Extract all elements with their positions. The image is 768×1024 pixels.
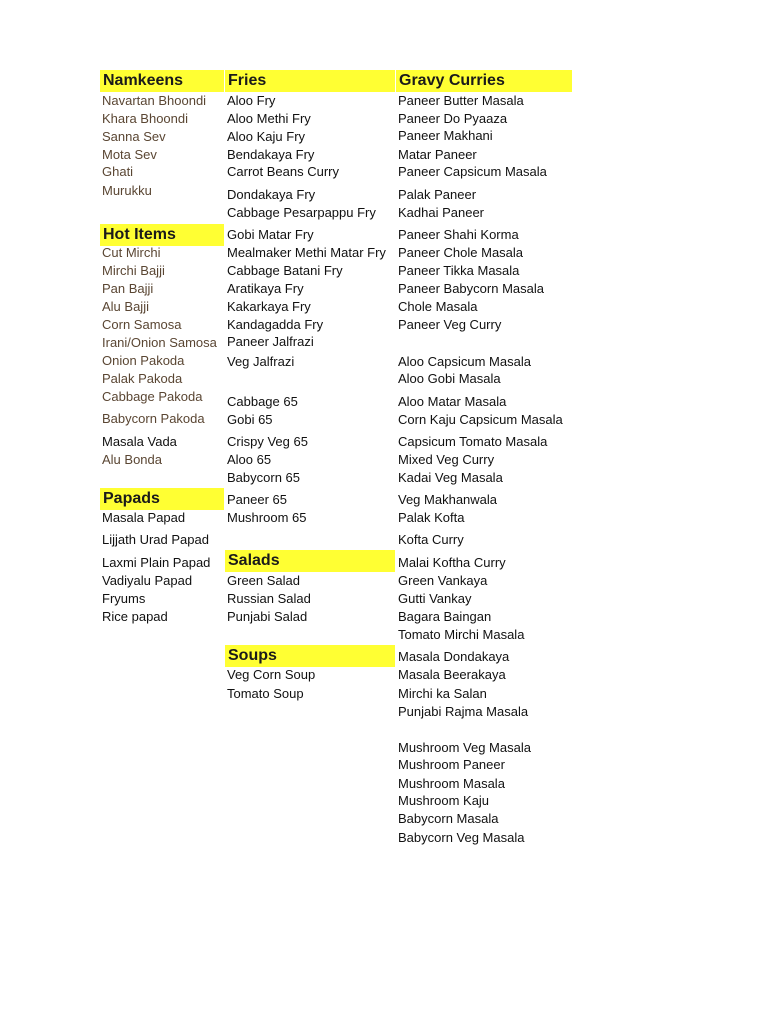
gravy-curries-item: Matar Paneer	[398, 147, 477, 162]
fries-item: Aloo Fry	[227, 93, 276, 108]
fries-item: Kakarkaya Fry	[227, 299, 311, 314]
fries-item: Cabbage 65	[227, 394, 298, 409]
namkeens-item: Sanna Sev	[102, 129, 166, 144]
hot-items-item: Corn Samosa	[102, 317, 182, 332]
fries-item: Gobi 65	[227, 412, 273, 427]
gravy-curries-item: Mushroom Kaju	[398, 793, 490, 808]
gravy-curries-item: Masala Dondakaya	[398, 649, 510, 664]
gravy-curries-item: Paneer Babycorn Masala	[398, 281, 544, 296]
gravy-curries-item: Paneer Shahi Korma	[398, 227, 519, 242]
gravy-curries-header: Gravy Curries	[396, 70, 572, 92]
gravy-curries-item: Aloo Capsicum Masala	[398, 354, 531, 369]
salads-item: Punjabi Salad	[227, 609, 308, 624]
fries-item: Paneer Jalfrazi	[227, 334, 314, 349]
gravy-curries-item: Paneer Tikka Masala	[398, 263, 520, 278]
namkeens-item: Mota Sev	[102, 147, 157, 162]
fries-item: Gobi Matar Fry	[227, 227, 314, 242]
gravy-curries-item: Green Vankaya	[398, 573, 488, 588]
hot-items-item: Pan Bajji	[102, 281, 154, 296]
gravy-curries-item: Punjabi Rajma Masala	[398, 704, 529, 719]
namkeens-item: Khara Bhoondi	[102, 111, 189, 126]
fries-item: Carrot Beans Curry	[227, 164, 339, 179]
fries-item: Aloo Methi Fry	[227, 111, 311, 126]
gravy-curries-item: Chole Masala	[398, 299, 478, 314]
gravy-curries-item: Malai Koftha Curry	[398, 555, 506, 570]
papads-header: Papads	[100, 488, 224, 510]
salads-header: Salads	[225, 550, 395, 572]
gravy-curries-item: Corn Kaju Capsicum Masala	[398, 412, 563, 427]
namkeens-item: Murukku	[102, 183, 152, 198]
salads-item: Green Salad	[227, 573, 300, 588]
namkeens-item: Ghati	[102, 164, 134, 179]
hot-items-item: Irani/Onion Samosa	[102, 335, 217, 350]
fries-item: Cabbage Batani Fry	[227, 263, 343, 278]
fries-item: Cabbage Pesarpappu Fry	[227, 205, 376, 220]
fries-header: Fries	[225, 70, 395, 92]
gravy-curries-item: Babycorn Veg Masala	[398, 830, 525, 845]
fries-item: Mushroom 65	[227, 510, 307, 525]
gravy-curries-item: Aloo Matar Masala	[398, 394, 507, 409]
gravy-curries-item: Bagara Baingan	[398, 609, 492, 624]
hot-items-item: Cabbage Pakoda	[102, 389, 203, 404]
gravy-curries-item: Mushroom Paneer	[398, 757, 505, 772]
papads-item: Vadiyalu Papad	[102, 573, 193, 588]
hot-items-item: Alu Bajji	[102, 299, 149, 314]
gravy-curries-item: Tomato Mirchi Masala	[398, 627, 525, 642]
gravy-curries-item: Mushroom Veg Masala	[398, 740, 531, 755]
gravy-curries-item: Masala Beerakaya	[398, 667, 506, 682]
gravy-curries-item: Veg Makhanwala	[398, 492, 498, 507]
gravy-curries-item: Babycorn Masala	[398, 811, 499, 826]
fries-item: Aloo 65	[227, 452, 272, 467]
fries-item: Crispy Veg 65	[227, 434, 308, 449]
hot-items-item: Masala Vada	[102, 434, 177, 449]
soups-item: Tomato Soup	[227, 686, 304, 701]
gravy-curries-item: Capsicum Tomato Masala	[398, 434, 548, 449]
papads-item: Rice papad	[102, 609, 168, 624]
gravy-curries-item: Aloo Gobi Masala	[398, 371, 501, 386]
gravy-curries-item: Paneer Makhani	[398, 128, 493, 143]
soups-item: Veg Corn Soup	[227, 667, 316, 682]
hot-items-item: Onion Pakoda	[102, 353, 185, 368]
fries-item: Mealmaker Methi Matar Fry	[227, 245, 386, 260]
papads-item: Laxmi Plain Papad	[102, 555, 211, 570]
papads-item: Masala Papad	[102, 510, 186, 525]
papads-item: Lijjath Urad Papad	[102, 532, 209, 547]
fries-item: Aratikaya Fry	[227, 281, 304, 296]
gravy-curries-item: Paneer Chole Masala	[398, 245, 524, 260]
hot-items-item: Cut Mirchi	[102, 245, 161, 260]
fries-item: Kandagadda Fry	[227, 317, 324, 332]
gravy-curries-item: Mixed Veg Curry	[398, 452, 495, 467]
namkeens-item: Navartan Bhoondi	[102, 93, 207, 108]
hot-items-item: Babycorn Pakoda	[102, 411, 205, 426]
soups-header: Soups	[225, 645, 395, 667]
gravy-curries-item: Kadai Veg Masala	[398, 470, 503, 485]
gravy-curries-item: Palak Kofta	[398, 510, 465, 525]
gravy-curries-item: Kofta Curry	[398, 532, 464, 547]
fries-item: Babycorn 65	[227, 470, 300, 485]
papads-item: Fryums	[102, 591, 146, 606]
hot-items-item: Alu Bonda	[102, 452, 162, 467]
hot-items-header: Hot Items	[100, 224, 224, 246]
hot-items-item: Palak Pakoda	[102, 371, 183, 386]
fries-item: Bendakaya Fry	[227, 147, 315, 162]
gravy-curries-item: Gutti Vankay	[398, 591, 472, 606]
fries-item: Veg Jalfrazi	[227, 354, 295, 369]
gravy-curries-item: Paneer Veg Curry	[398, 317, 502, 332]
gravy-curries-item: Paneer Do Pyaaza	[398, 111, 508, 126]
gravy-curries-item: Mirchi ka Salan	[398, 686, 487, 701]
namkeens-header: Namkeens	[100, 70, 224, 92]
fries-item: Paneer 65	[227, 492, 287, 507]
gravy-curries-item: Palak Paneer	[398, 187, 477, 202]
salads-item: Russian Salad	[227, 591, 311, 606]
gravy-curries-item: Mushroom Masala	[398, 776, 505, 791]
gravy-curries-item: Kadhai Paneer	[398, 205, 485, 220]
gravy-curries-item: Paneer Capsicum Masala	[398, 164, 547, 179]
fries-item: Dondakaya Fry	[227, 187, 316, 202]
gravy-curries-item: Paneer Butter Masala	[398, 93, 524, 108]
fries-item: Aloo Kaju Fry	[227, 129, 306, 144]
hot-items-item: Mirchi Bajji	[102, 263, 165, 278]
